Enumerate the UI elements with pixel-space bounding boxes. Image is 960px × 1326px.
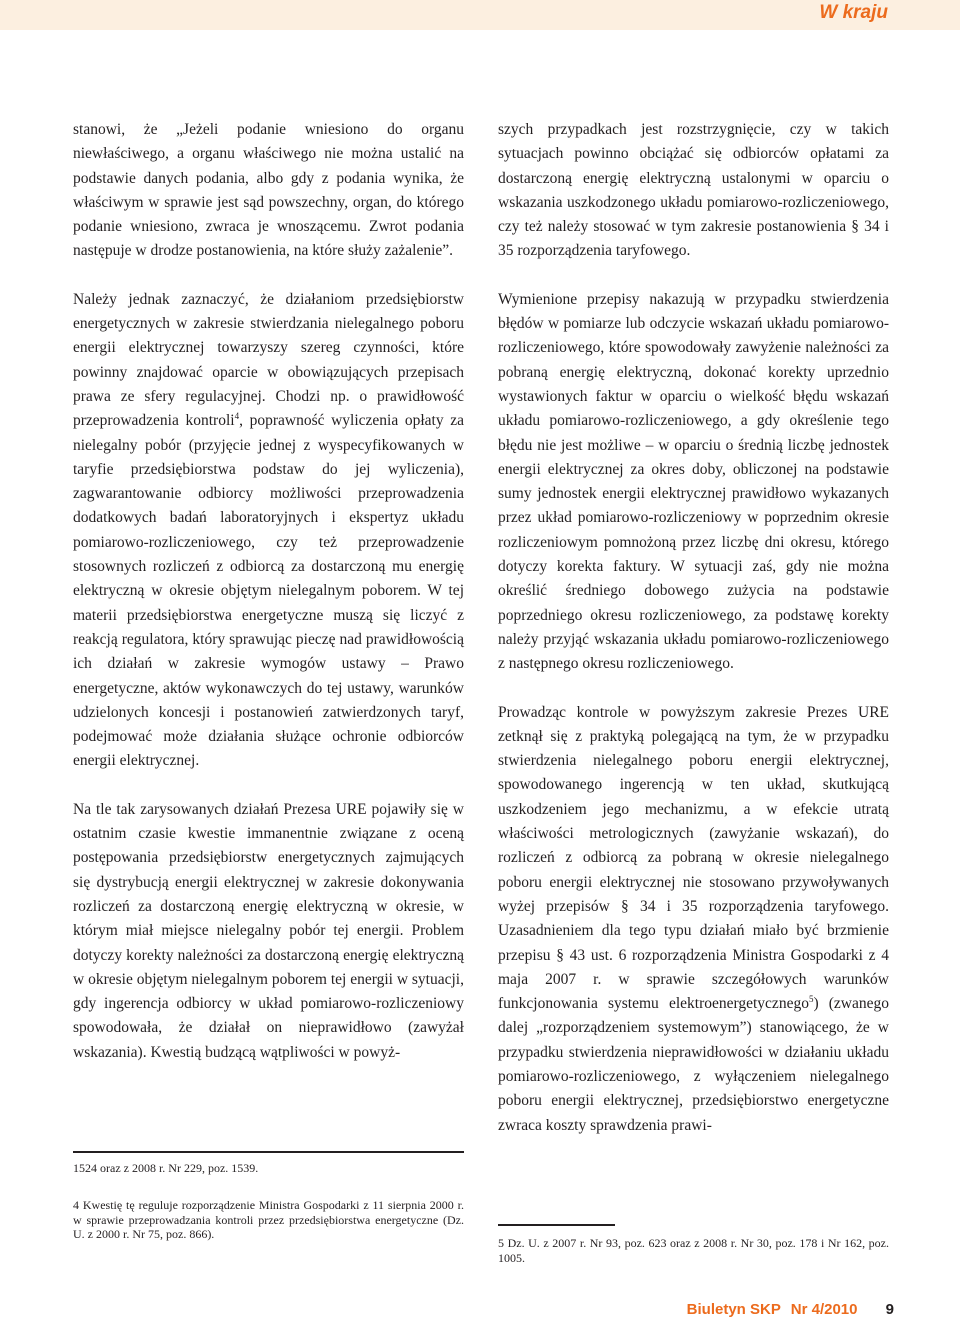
publication-name: Biuletyn SKP	[686, 1301, 781, 1318]
right-paragraph-1: szych przypadkach jest rozstrzygnięcie, czy w takich sytuacjach powinno obciążać się odbiorców opłatami za dostarczoną energię elektryczną ustalonymi w oparciu o wskazania uszkodzonego układu pomiarowo-rozliczeniowego, czy też należy stosować w tym zakresie postanowienia § 34 i 35 rozporządzenia taryfowego.	[498, 121, 889, 260]
right-paragraph-3	[498, 701, 889, 1138]
left-paragraph-2-text-b: , poprawność wyliczenia opłaty za nielegalny pobór (przyjęcie jednej z wyspecyfikowanych w taryfie przedsiębiorstwa podstaw do jej wyliczenia), zagwarantowanie odbiorcy możliwości przeprowadzenia dodatkowych badań laboratoryjnych i ekspertyz układu pomiarowo-rozliczeniowego, czy też przeprowadzenie stosownych rozliczeń z odbiorcą za dostarczoną mu energię elektryczną w okresie objętym nielegalnym poborem. W tej materii przedsiębiorstwa energetyczne muszą się liczyć z reakcją regulatora, który sprawując pieczę nad prawidłowością ich działań w zakresie wymogów ustawy – Prawo energetyczne, aktów wykonawczych do tej ustawy, warunków udzielonych koncesji i postanowień zatwierdzonych taryf, podejmować może działania służące ochronie odbiorców energii elektrycznej.	[73, 412, 465, 770]
top-header-band	[0, 0, 960, 30]
right-paragraph-3-text-a: Prowadząc kontrole w powyższym zakresie Prezes URE zetknął się z praktyką polegającą na tym, że w przypadku stwierdzenia nielegalnego poboru energii elektrycznej, spowodowanego ingerencją w ten układ, skutkującą uszkodzeniem jego mechanizmu, a w efekcie utratą właściwości metrologicznych (zawyżanie wskazań), do rozliczeń z odbiorcą za pobraną w okresie nielegalnego poboru energii elektrycznej nie stosowano przywoływanych wyżej przepisów § 34 i 35 rozporządzenia taryfowego. Uzasadnieniem dla tego typu działań miało być brzmienie przepisu § 43 ust. 6 rozporządzenia Ministra Gospodarki z 4 maja 2007 r. w sprawie szczegółowych warunków funkcjonowania systemu elektroenergetycznego	[498, 703, 889, 1013]
footnote-continuation: 1524 oraz z 2008 r. Nr 229, poz. 1539.	[73, 1161, 259, 1175]
left-column	[73, 118, 464, 1065]
issue-number: Nr 4/2010	[790, 1301, 858, 1318]
right-column	[498, 118, 889, 1138]
footnote-ref-5: 5	[808, 993, 814, 1004]
section-label: W kraju	[819, 2, 888, 23]
footnote-4: 4 Kwestię tę reguluje rozporządzenie Ministra Gospodarki z 11 sierpnia 2000 r. w sprawie przeprowadzania kontroli przez przedsiębiorstwa energetyczne (Dz. U. z 2000 r. Nr 75, poz. 866).	[73, 1198, 464, 1241]
page-number: 9	[885, 1301, 894, 1318]
left-paragraph-2-text-a: Należy jednak zaznaczyć, że działaniom przedsiębiorstw energetycznych w zakresie stwierdzania nielegalnego poboru energii elektrycznej towarzyszy szereg czynności, które powinny znajdować oparcie w obowiązujących przepisach prawa ze sfery regulacyjnej. Chodzi np. o prawidłowość przeprowadzenia kontroli	[73, 290, 464, 430]
left-footnote-rule	[73, 1151, 464, 1153]
left-paragraph-2	[73, 288, 464, 774]
left-paragraph-1: stanowi, że „Jeżeli podanie wniesiono do organu niewłaściwego, a organu właściwego nie można ustalić na podstawie danych podania, albo gdy z podania wynika, że właściwym w sprawie jest sąd powszechny, organ, do którego podanie wniesiono, zwraca je wnoszącemu. Zwrot podania następuje w drodze postanowienia, na które służy zażalenie”.	[73, 121, 464, 260]
right-paragraph-2: Wymienione przepisy nakazują w przypadku stwierdzenia błędów w pomiarze lub odczycie wskazań układu pomiarowo-rozliczeniowego, które spowodowały zawyżenie należności za pobraną energię elektryczną, dokonać korekty uprzednio wystawionych faktur w oparciu o wielkość błędu wskazań układu pomiarowo-rozliczeniowego, a gdy określenie tego błędu nie jest możliwe – w oparciu o średnią liczbę jednostek energii elektrycznej za okres doby, obliczonej na podstawie sumy jednostek energii elektrycznej prawidłowo wykazanych przez układ pomiarowo-rozliczeniowy w poprzednim okresie rozliczeniowym pomnożoną przez liczbę dni okresu, którego dotyczy korekta faktury. W sytuacji zaś, gdy nie można określić średniego dobowego zużycia na podstawie poprzedniego okresu rozliczeniowego, za podstawę korekty należy przyjąć wskazania układu pomiarowo-rozliczeniowego z następnego okresu rozliczeniowego.	[498, 290, 889, 673]
page-footer	[687, 1301, 894, 1318]
right-paragraph-3-text-b: ) (zwanego dalej „rozporządzeniem systemowym”) stanowiącego, że w przypadku stwierdzenia nieprawidłowości w działaniu układu pomiarowo-rozliczeniowego, z wyłączeniem nielegalnego poboru energii elektrycznej, przedsiębiorstwo energetyczne zwraca koszty sprawdzenia prawi-	[498, 995, 889, 1134]
right-footnote-rule	[498, 1224, 615, 1226]
footnote-ref-4: 4	[234, 411, 240, 422]
left-paragraph-3: Na tle tak zarysowanych działań Prezesa URE pojawiły się w ostatnim czasie kwestie immanentnie związane z oceną postępowania przedsiębiorstw energetycznych zajmujących się dystrybucją energii elektrycznej w zakresie dokonywania rozliczeń za dostarczoną energię elektryczną w okresie, w którym miał miejsce nielegalny pobór tej energii. Problem dotyczy korekty należności za dostarczoną energię elektryczną w okresie objętym nielegalnym poborem tej energii w sytuacji, gdy ingerencja odbiorcy w układ pomiarowo-rozliczeniowy spowodowała, że działał on nieprawidłowo (zawyżał wskazania). Kwestią budzącą wątpliwości w powyż-	[73, 800, 464, 1061]
footnote-5: 5 Dz. U. z 2007 r. Nr 93, poz. 623 oraz z 2008 r. Nr 30, poz. 178 i Nr 162, poz. 1005.	[498, 1236, 889, 1265]
